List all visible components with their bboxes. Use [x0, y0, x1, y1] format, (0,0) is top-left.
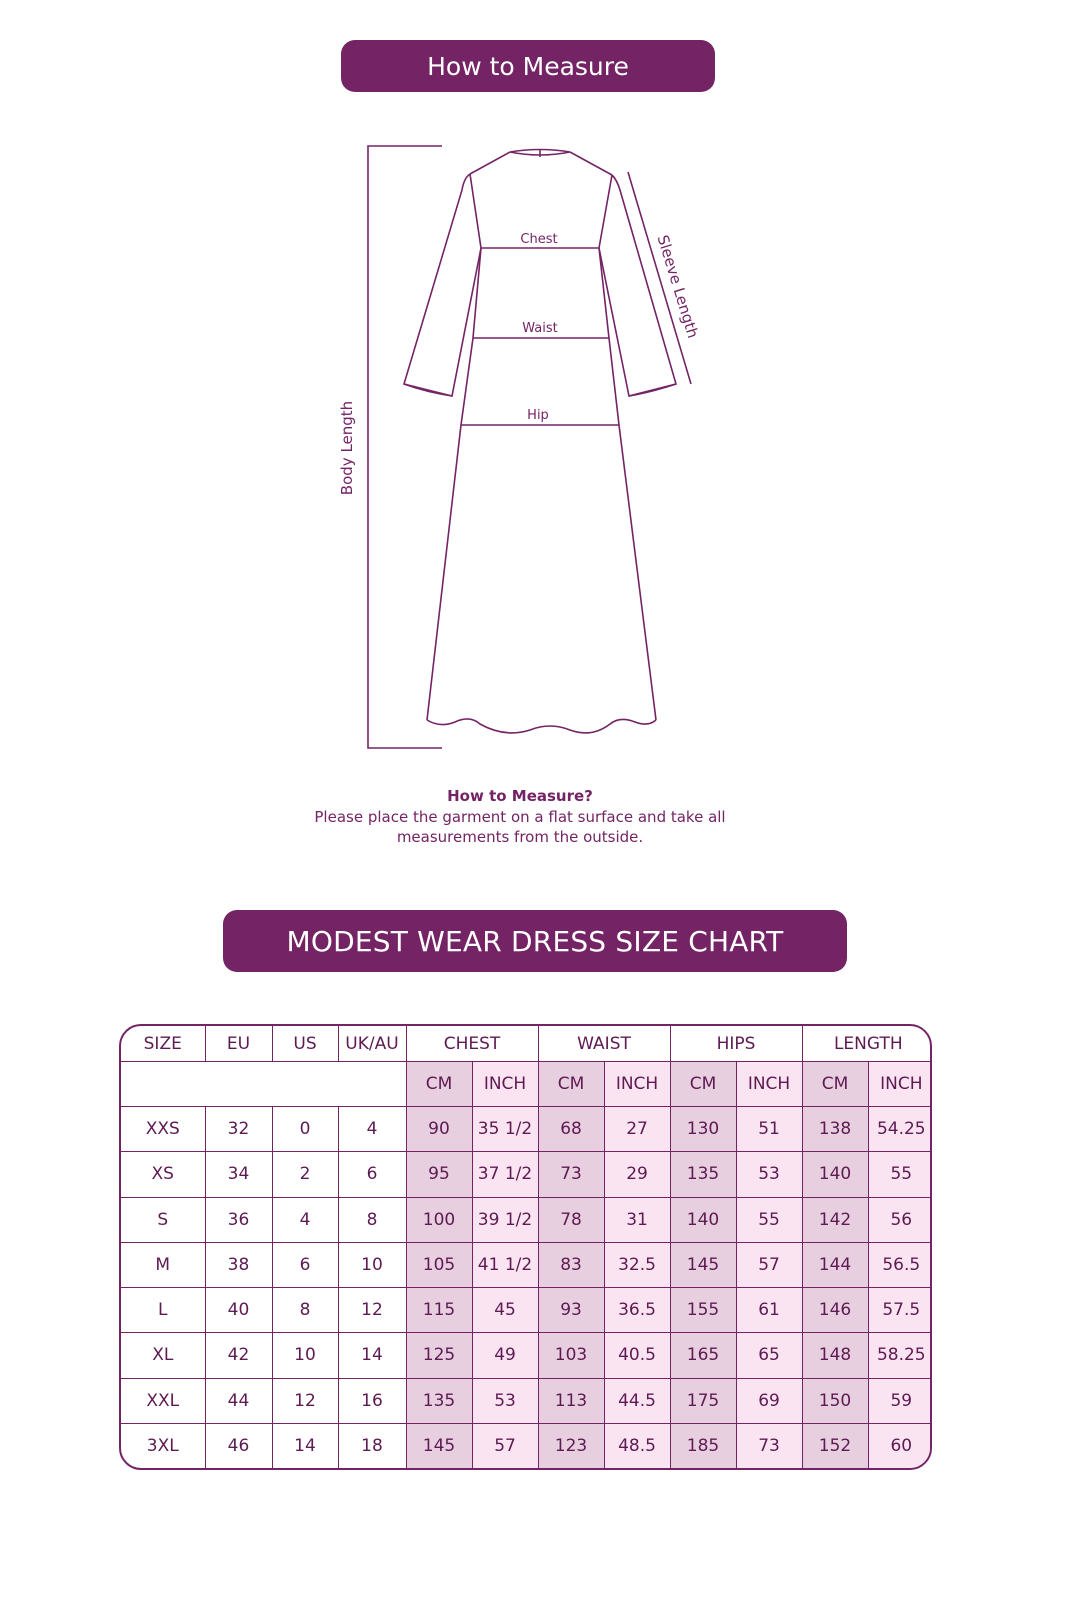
cell-chest-inch: 45	[472, 1288, 538, 1333]
cell-eu: 38	[205, 1242, 272, 1287]
header-chest: CHEST	[406, 1026, 538, 1062]
cell-hips-inch: 57	[736, 1242, 802, 1287]
hip-label: Hip	[527, 408, 549, 423]
cell-hips-cm: 135	[670, 1152, 736, 1197]
cell-length-inch: 55	[868, 1152, 932, 1197]
cell-waist-inch: 36.5	[604, 1288, 670, 1333]
cell-waist-inch: 48.5	[604, 1423, 670, 1468]
body-length-bracket	[368, 146, 442, 748]
unit-cm: CM	[538, 1062, 604, 1107]
unit-inch: INCH	[604, 1062, 670, 1107]
cell-hips-inch: 69	[736, 1378, 802, 1423]
size-chart-body	[121, 1107, 932, 1469]
header-us: US	[272, 1026, 338, 1062]
cell-chest-inch: 53	[472, 1378, 538, 1423]
cell-size: S	[121, 1197, 205, 1242]
cell-eu: 46	[205, 1423, 272, 1468]
dress-right-sleeve	[599, 175, 676, 396]
cell-size: M	[121, 1242, 205, 1287]
header-uk-au: UK/AU	[338, 1026, 406, 1062]
unit-cm: CM	[406, 1062, 472, 1107]
cell-hips-cm: 185	[670, 1423, 736, 1468]
how-to-measure-banner	[341, 40, 715, 92]
measure-note-line: Please place the garment on a flat surface and take all	[314, 808, 726, 826]
cell-waist-cm: 83	[538, 1242, 604, 1287]
cell-uk-au: 10	[338, 1242, 406, 1287]
cell-size: L	[121, 1288, 205, 1333]
cell-chest-inch: 57	[472, 1423, 538, 1468]
cell-hips-inch: 55	[736, 1197, 802, 1242]
cell-chest-cm: 145	[406, 1423, 472, 1468]
cell-waist-cm: 93	[538, 1288, 604, 1333]
table-row	[121, 1378, 932, 1423]
cell-us: 10	[272, 1333, 338, 1378]
cell-waist-inch: 40.5	[604, 1333, 670, 1378]
cell-chest-cm: 115	[406, 1288, 472, 1333]
cell-size: XS	[121, 1152, 205, 1197]
cell-uk-au: 16	[338, 1378, 406, 1423]
cell-eu: 34	[205, 1152, 272, 1197]
header-blank	[121, 1062, 406, 1107]
cell-waist-cm: 123	[538, 1423, 604, 1468]
cell-size: XXS	[121, 1107, 205, 1152]
cell-eu: 44	[205, 1378, 272, 1423]
measure-note-title: How to Measure?	[447, 787, 593, 805]
cell-us: 12	[272, 1378, 338, 1423]
cell-waist-cm: 113	[538, 1378, 604, 1423]
cell-waist-cm: 68	[538, 1107, 604, 1152]
cell-hips-cm: 175	[670, 1378, 736, 1423]
table-row	[121, 1197, 932, 1242]
cell-chest-inch: 41 1/2	[472, 1242, 538, 1287]
cell-chest-cm: 135	[406, 1378, 472, 1423]
cell-hips-inch: 73	[736, 1423, 802, 1468]
cell-waist-cm: 78	[538, 1197, 604, 1242]
body-length-label: Body Length	[338, 400, 356, 496]
measure-note-line: measurements from the outside.	[396, 828, 644, 846]
cell-length-cm: 152	[802, 1423, 868, 1468]
cell-waist-inch: 32.5	[604, 1242, 670, 1287]
unit-inch: INCH	[472, 1062, 538, 1107]
cell-uk-au: 18	[338, 1423, 406, 1468]
how-to-measure-title: How to Measure	[427, 51, 629, 81]
cell-chest-inch: 35 1/2	[472, 1107, 538, 1152]
cell-chest-cm: 100	[406, 1197, 472, 1242]
chest-label: Chest	[520, 232, 558, 247]
cell-chest-cm: 105	[406, 1242, 472, 1287]
dress-right-side	[599, 175, 656, 720]
cell-length-cm: 146	[802, 1288, 868, 1333]
cell-uk-au: 8	[338, 1197, 406, 1242]
header-hips: HIPS	[670, 1026, 802, 1062]
header-eu: EU	[205, 1026, 272, 1062]
cell-waist-cm: 103	[538, 1333, 604, 1378]
cell-length-cm: 144	[802, 1242, 868, 1287]
cell-us: 6	[272, 1242, 338, 1287]
size-chart-table	[119, 1024, 932, 1470]
table-row	[121, 1107, 932, 1152]
cell-size: XL	[121, 1333, 205, 1378]
cell-hips-inch: 65	[736, 1333, 802, 1378]
cell-hips-inch: 61	[736, 1288, 802, 1333]
size-chart-banner	[223, 910, 847, 972]
cell-length-inch: 57.5	[868, 1288, 932, 1333]
table-row	[121, 1152, 932, 1197]
cell-chest-inch: 37 1/2	[472, 1152, 538, 1197]
cell-eu: 42	[205, 1333, 272, 1378]
cell-length-cm: 150	[802, 1378, 868, 1423]
table-row	[121, 1423, 932, 1468]
cell-us: 14	[272, 1423, 338, 1468]
header-size: SIZE	[121, 1026, 205, 1062]
cell-waist-cm: 73	[538, 1152, 604, 1197]
cell-length-inch: 60	[868, 1423, 932, 1468]
cell-length-cm: 142	[802, 1197, 868, 1242]
dress-hem	[427, 719, 656, 733]
waist-label: Waist	[522, 321, 558, 336]
cell-size: 3XL	[121, 1423, 205, 1468]
cell-length-inch: 56	[868, 1197, 932, 1242]
cell-us: 8	[272, 1288, 338, 1333]
cell-waist-inch: 44.5	[604, 1378, 670, 1423]
table-row	[121, 1242, 932, 1287]
table-row	[121, 1333, 932, 1378]
cell-eu: 32	[205, 1107, 272, 1152]
cell-hips-cm: 155	[670, 1288, 736, 1333]
cell-length-cm: 148	[802, 1333, 868, 1378]
cell-us: 4	[272, 1197, 338, 1242]
sleeve-length-label: Sleeve Length	[653, 232, 702, 341]
unit-inch: INCH	[736, 1062, 802, 1107]
cell-uk-au: 12	[338, 1288, 406, 1333]
cell-chest-cm: 90	[406, 1107, 472, 1152]
cell-hips-cm: 145	[670, 1242, 736, 1287]
cell-length-cm: 138	[802, 1107, 868, 1152]
cell-uk-au: 14	[338, 1333, 406, 1378]
cell-eu: 36	[205, 1197, 272, 1242]
cell-uk-au: 4	[338, 1107, 406, 1152]
cell-uk-au: 6	[338, 1152, 406, 1197]
cell-eu: 40	[205, 1288, 272, 1333]
cell-chest-cm: 125	[406, 1333, 472, 1378]
cell-length-cm: 140	[802, 1152, 868, 1197]
cell-waist-inch: 27	[604, 1107, 670, 1152]
dress-left-side	[427, 174, 481, 720]
cell-length-inch: 58.25	[868, 1333, 932, 1378]
cell-length-inch: 56.5	[868, 1242, 932, 1287]
unit-cm: CM	[802, 1062, 868, 1107]
cell-chest-inch: 49	[472, 1333, 538, 1378]
cell-length-inch: 54.25	[868, 1107, 932, 1152]
cell-length-inch: 59	[868, 1378, 932, 1423]
cell-chest-inch: 39 1/2	[472, 1197, 538, 1242]
table-row	[121, 1288, 932, 1333]
cell-waist-inch: 29	[604, 1152, 670, 1197]
cell-waist-inch: 31	[604, 1197, 670, 1242]
cell-hips-cm: 130	[670, 1107, 736, 1152]
cell-hips-inch: 53	[736, 1152, 802, 1197]
cell-us: 0	[272, 1107, 338, 1152]
unit-inch: INCH	[868, 1062, 932, 1107]
unit-cm: CM	[670, 1062, 736, 1107]
header-length: LENGTH	[802, 1026, 932, 1062]
header-waist: WAIST	[538, 1026, 670, 1062]
size-chart-title: MODEST WEAR DRESS SIZE CHART	[286, 924, 784, 958]
cell-hips-cm: 140	[670, 1197, 736, 1242]
dress-measurement-diagram	[330, 130, 710, 770]
cell-us: 2	[272, 1152, 338, 1197]
measure-note-body	[300, 807, 740, 847]
cell-chest-cm: 95	[406, 1152, 472, 1197]
cell-hips-inch: 51	[736, 1107, 802, 1152]
cell-size: XXL	[121, 1378, 205, 1423]
cell-hips-cm: 165	[670, 1333, 736, 1378]
